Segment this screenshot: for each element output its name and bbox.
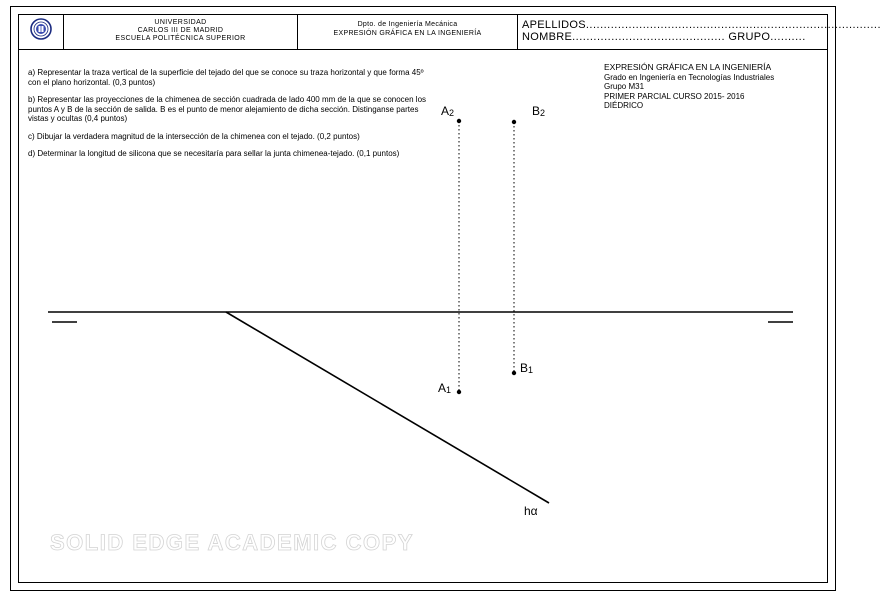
instruction-c: c) Dibujar la verdadera magnitud de la intersección de la chimenea con el tejado. (0,2 puntos)	[28, 131, 360, 141]
course-group: Grupo M31	[604, 82, 645, 91]
point-a2	[457, 119, 461, 123]
department-line-1: Dpto. de Ingeniería Mecánica	[357, 21, 458, 28]
university-line-3: ESCUELA POLITÉCNICA SUPERIOR	[115, 35, 246, 42]
point-b1	[512, 371, 516, 375]
course-exam: PRIMER PARCIAL CURSO 2015- 2016	[604, 91, 745, 101]
label-b1: $B_1$	[520, 361, 534, 375]
point-b2	[512, 120, 516, 124]
course-degree: Grado en Ingeniería en Tecnologías Industriales	[604, 72, 775, 82]
label-h-alpha: hα	[524, 504, 538, 518]
nombre-field: ...........................................	[572, 31, 726, 43]
label-a1: $A_1$	[438, 381, 452, 395]
apellidos-field: ...................................................................................	[585, 19, 881, 31]
point-a1	[457, 390, 461, 394]
course-topic: DIÉDRICO	[604, 101, 644, 110]
university-line-1: UNIVERSIDAD	[154, 19, 207, 26]
course-subject: EXPRESIÓN GRÁFICA EN LA INGENIERÍA	[604, 62, 772, 72]
nombre-label: NOMBRE	[522, 31, 573, 43]
watermark: SOLID EDGE ACADEMIC COPY	[50, 530, 414, 555]
grupo-label: GRUPO	[728, 31, 771, 43]
instruction-b: b) Representar las proyecciones de la chimenea de sección cuadrada de lado 400 mm de la que se conocen los puntos A y B de la sección de salida. B es el punto de menor alejamiento de dicha sección. Distinganse partes vistas y ocultas (0,4 puntos)	[28, 95, 427, 123]
department-line-2: EXPRESIÓN GRÁFICA EN LA INGENIERÍA	[333, 30, 482, 37]
instruction-a: a) Representar la traza vertical de la superficie del tejado del que se conoce su traza horizontal y que forma 45º con el plano horizontal. (0,3 puntos)	[28, 68, 424, 87]
horizontal-trace-h-alpha	[226, 312, 549, 503]
label-a2: $A_2$	[441, 104, 455, 118]
grupo-field: ..........	[770, 31, 806, 43]
instruction-d: d) Determinar la longitud de silicona que se necesitaría para sellar la junta chimenea-tejado. (0,1 puntos)	[28, 149, 400, 158]
label-b2: $B_2$	[532, 104, 546, 118]
apellidos-label: APELLIDOS	[522, 19, 586, 31]
university-line-2: CARLOS III DE MADRID	[137, 27, 224, 34]
